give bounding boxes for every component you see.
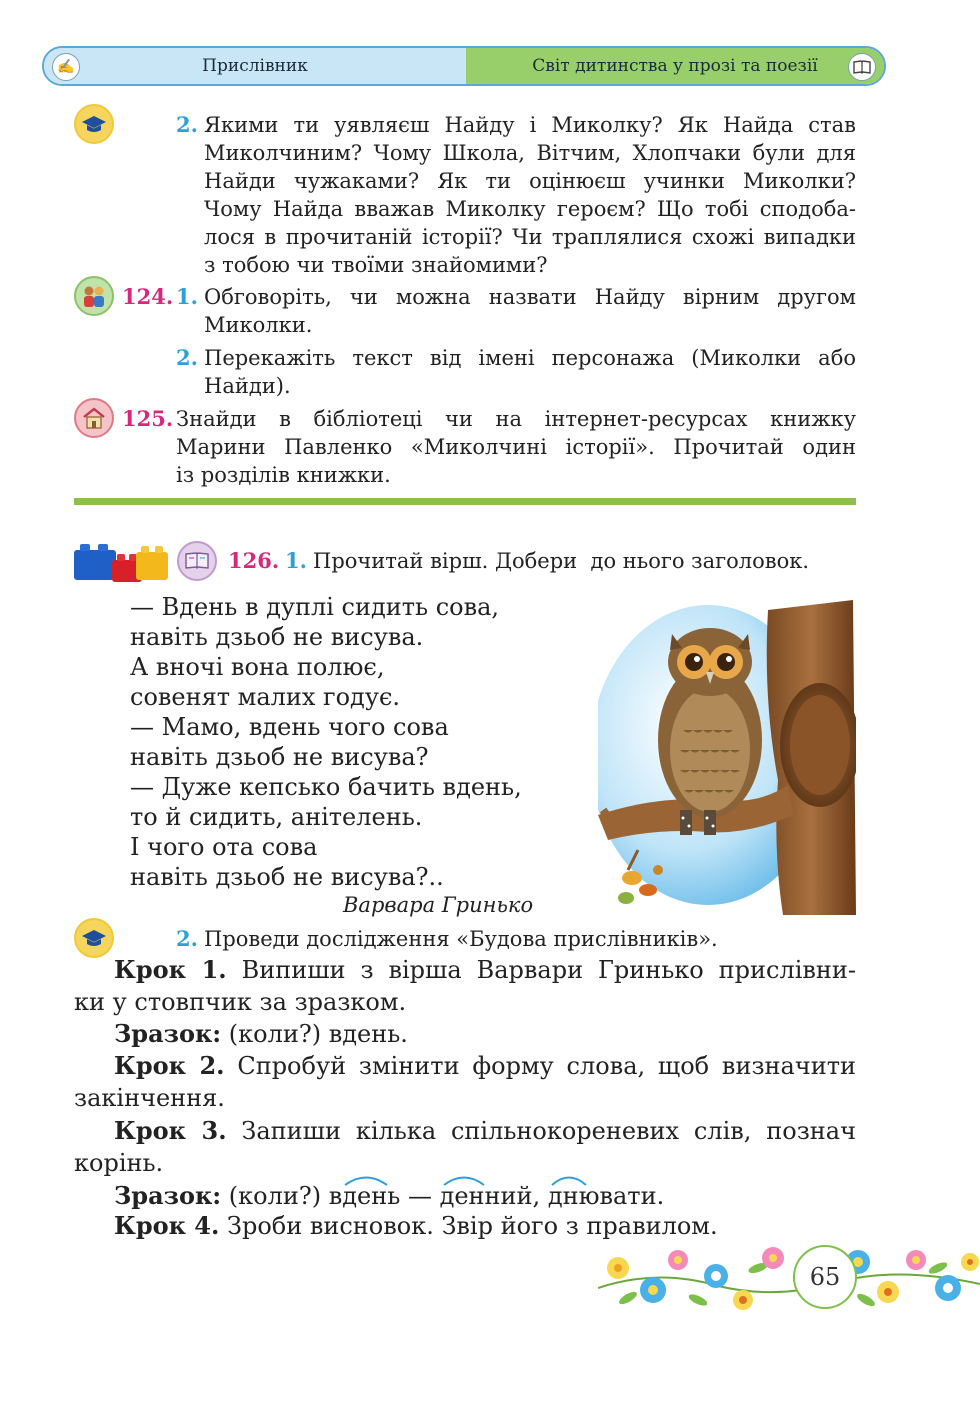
root-arc-mark: [343, 1174, 389, 1186]
step-1: [74, 954, 856, 1018]
poem-line: то й сидить, анітелень.: [130, 803, 423, 831]
poem-line: — Вдень в дуплі сидить сова,: [130, 593, 500, 621]
sample-text: (коли?) вдень.: [228, 1020, 408, 1048]
sample-2: [114, 1180, 664, 1212]
task-124-part-1-text: [204, 283, 856, 339]
step-2-line-2: закінчення.: [74, 1084, 225, 1112]
graduation-cap-icon: [74, 104, 114, 144]
header-left-title: Прислівник: [202, 56, 308, 76]
pair-work-icon: [74, 276, 114, 316]
step-label: Крок 3.: [114, 1116, 227, 1145]
task-126-number: 126.: [228, 548, 280, 573]
text-line: Знайди в бібліотеці чи на інтернет-ресурсах книжку: [176, 407, 856, 431]
header-section-left: [44, 48, 466, 84]
task-124-part-1-number: 1.: [176, 284, 198, 309]
pen-icon: ✍: [52, 53, 80, 81]
poem-line: — Мамо, вдень чого сова: [130, 713, 449, 741]
text-line: Обговоріть, чи можна назвати Найду вірним другом: [204, 285, 856, 309]
poem: [130, 592, 522, 892]
owl-illustration: [598, 600, 856, 915]
task-126-part-1-number: 1.: [285, 548, 307, 573]
text-line: Найди чужаками? Як ти оцінюєш учинки Миколки?: [204, 169, 856, 193]
lego-blocks-icon: [72, 536, 172, 586]
header-section-right: [466, 48, 884, 84]
task-123-part-2-number: 2.: [176, 112, 198, 137]
step-text: Запиши кілька спільнокореневих слів, познач: [241, 1117, 856, 1145]
text-line: із розділів книжки.: [176, 463, 391, 487]
poem-line: А вночі вона полює,: [130, 653, 385, 681]
text-line: Перекажіть текст від імені персонажа (Миколки або: [204, 346, 856, 370]
step-3-line-2: корінь.: [74, 1149, 164, 1177]
task-126-part-2-text: Проведи дослідження «Будова прислівників».: [204, 927, 718, 951]
task-125-text: [176, 405, 856, 489]
page-header: [42, 46, 886, 86]
dash: —: [407, 1182, 432, 1210]
text-line: Миколки.: [204, 313, 313, 337]
step-text: Зроби висновок. Звір його з правилом.: [227, 1212, 718, 1240]
text-line: Марини Павленко «Миколчині історії». Прочитай один: [176, 435, 856, 459]
page-number: 65: [793, 1245, 857, 1309]
poem-author: Варвара Гринько: [343, 893, 534, 917]
root-arc-mark: [550, 1174, 588, 1186]
word: днювати.: [547, 1182, 665, 1210]
poem-line: — Дуже кепсько бачить вдень,: [130, 773, 522, 801]
task-126-part-1-text: Прочитай вірш. Добери до нього заголовок.: [313, 549, 810, 573]
header-right-title: Світ дитинства у прозі та поезії: [532, 56, 818, 76]
text-line: Найди).: [204, 374, 291, 398]
step-2-line-1: [74, 1050, 856, 1082]
task-124-part-2-number: 2.: [176, 345, 198, 370]
word: вдень: [328, 1182, 401, 1210]
flower-garland-decoration: [598, 1238, 980, 1320]
text-line: Якими ти уявляєш Найду і Миколку? Як Найда став: [204, 113, 856, 137]
home-task-icon: [74, 398, 114, 438]
step-text: Випиши з вірша Варвари Гринько прислівни-: [241, 956, 857, 984]
poem-line: І чого ота сова: [130, 833, 318, 861]
word: денний,: [439, 1182, 541, 1210]
step-label: Крок 4.: [114, 1211, 220, 1240]
book-icon: [848, 53, 876, 81]
task-123-part-2-text: [204, 111, 856, 279]
step-text: Спробуй змінити форму слова, щоб визначити: [237, 1052, 856, 1080]
step-label: Крок 2.: [114, 1051, 225, 1080]
task-125-number: 125.: [122, 406, 174, 431]
step-1-line-2: ки у стовпчик за зразком.: [74, 988, 407, 1016]
step-label: Крок 1.: [114, 955, 227, 984]
step-3-line-1: [74, 1115, 856, 1147]
task-124-part-2-text: [204, 344, 856, 400]
task-124-number: 124.: [122, 284, 174, 309]
graduation-cap-icon: [74, 918, 114, 958]
text-line: з тобою чи твоїми знайомими?: [204, 253, 548, 277]
text-line: Чому Найда вважав Миколку героєм? Що тобі сподоба-: [204, 197, 856, 221]
task-126-part-2-number: 2.: [176, 926, 198, 951]
root-marked-word: [329, 1182, 401, 1210]
reading-book-icon: [177, 541, 217, 581]
root-marked-word: [440, 1182, 541, 1210]
step-3: [74, 1115, 856, 1179]
sample-label: Зразок:: [114, 1019, 222, 1048]
root-marked-word: [548, 1182, 664, 1210]
step-1-line-1: [74, 954, 856, 986]
poem-line: навіть дзьоб не висува?..: [130, 863, 444, 891]
sample-prefix: (коли?): [228, 1182, 322, 1210]
sample-1: [114, 1018, 408, 1050]
poem-line: совенят малих годує.: [130, 683, 401, 711]
root-arc-mark: [442, 1174, 486, 1186]
text-line: Миколчиним? Чому Школа, Вітчим, Хлопчаки були для: [204, 141, 856, 165]
text-line: лося в прочитаній історії? Чи траплялися схожі випадки: [204, 225, 856, 249]
sample-label: Зразок:: [114, 1181, 222, 1210]
poem-line: навіть дзьоб не висува.: [130, 623, 424, 651]
poem-line: навіть дзьоб не висува?: [130, 743, 429, 771]
section-divider: [74, 498, 856, 505]
step-2: [74, 1050, 856, 1114]
